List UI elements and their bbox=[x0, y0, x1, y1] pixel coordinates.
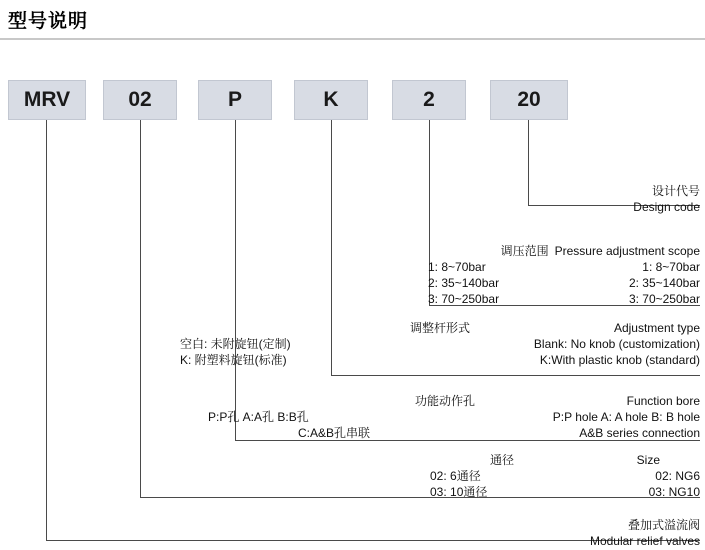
section-function-bore bbox=[190, 393, 700, 441]
function-header-en: Function bore bbox=[626, 394, 700, 408]
design-code-en: Design code bbox=[633, 200, 700, 214]
code-box-series: MRV bbox=[8, 80, 86, 120]
section-pressure bbox=[380, 243, 700, 307]
function-row-2-zh: C:A&B孔串联 bbox=[298, 426, 371, 440]
product-zh: 叠加式溢流阀 bbox=[627, 518, 700, 532]
page-title: 型号说明 bbox=[8, 11, 89, 32]
adjustment-row-2-en: K:With plastic knob (standard) bbox=[539, 353, 700, 367]
code-box-adjust: K bbox=[294, 80, 368, 120]
adjustment-header-zh: 调整杆形式 bbox=[410, 321, 471, 335]
title-divider bbox=[0, 38, 705, 40]
product-en: Modular relief valves bbox=[589, 534, 700, 548]
adjustment-row-1-en: Blank: No knob (customization) bbox=[533, 337, 700, 351]
leader-line-product-vertical bbox=[46, 120, 47, 540]
function-row-2-en: A&B series connection bbox=[579, 426, 700, 440]
pressure-row-2-en: 2: 35~140bar bbox=[628, 276, 700, 290]
section-adjustment bbox=[180, 320, 700, 368]
code-box-design: 20 bbox=[490, 80, 568, 120]
function-row-1-zh: P:P孔 A:A孔 B:B孔 bbox=[208, 410, 309, 424]
section-product bbox=[400, 517, 700, 549]
adjustment-row-1-zh: 空白: 未附旋钮(定制) bbox=[180, 337, 291, 351]
leader-line-adjustment-horizontal bbox=[331, 375, 700, 376]
pressure-row-3-en: 3: 70~250bar bbox=[628, 292, 700, 306]
pressure-row-2-zh: 2: 35~140bar bbox=[428, 276, 500, 290]
code-box-pressure: 2 bbox=[392, 80, 466, 120]
size-header-zh: 通径 bbox=[490, 453, 515, 467]
size-header-en: Size bbox=[636, 453, 660, 467]
pressure-header-zh: 调压范围 bbox=[500, 244, 549, 258]
pressure-header-en: Pressure adjustment scope bbox=[554, 244, 700, 258]
size-row-1-zh: 02: 6通径 bbox=[430, 469, 481, 483]
code-box-function: P bbox=[198, 80, 272, 120]
function-row-1-en: P:P hole A: A hole B: B hole bbox=[552, 410, 700, 424]
adjustment-header-en: Adjustment type bbox=[613, 321, 700, 335]
pressure-row-1-zh: 1: 8~70bar bbox=[428, 260, 486, 274]
size-row-2-zh: 03: 10通径 bbox=[430, 485, 488, 499]
leader-line-function-vertical bbox=[235, 120, 236, 440]
size-row-2-en: 03: NG10 bbox=[648, 485, 700, 499]
function-header-zh: 功能动作孔 bbox=[415, 394, 476, 408]
section-design-code bbox=[400, 183, 700, 215]
section-size bbox=[430, 452, 700, 500]
pressure-row-3-zh: 3: 70~250bar bbox=[428, 292, 500, 306]
leader-line-size-vertical bbox=[140, 120, 141, 497]
design-code-zh: 设计代号 bbox=[651, 184, 700, 198]
pressure-row-1-en: 1: 8~70bar bbox=[642, 260, 700, 274]
adjustment-row-2-zh: K: 附塑料旋钮(标准) bbox=[180, 353, 287, 367]
code-box-size: 02 bbox=[103, 80, 177, 120]
size-row-1-en: 02: NG6 bbox=[655, 469, 700, 483]
